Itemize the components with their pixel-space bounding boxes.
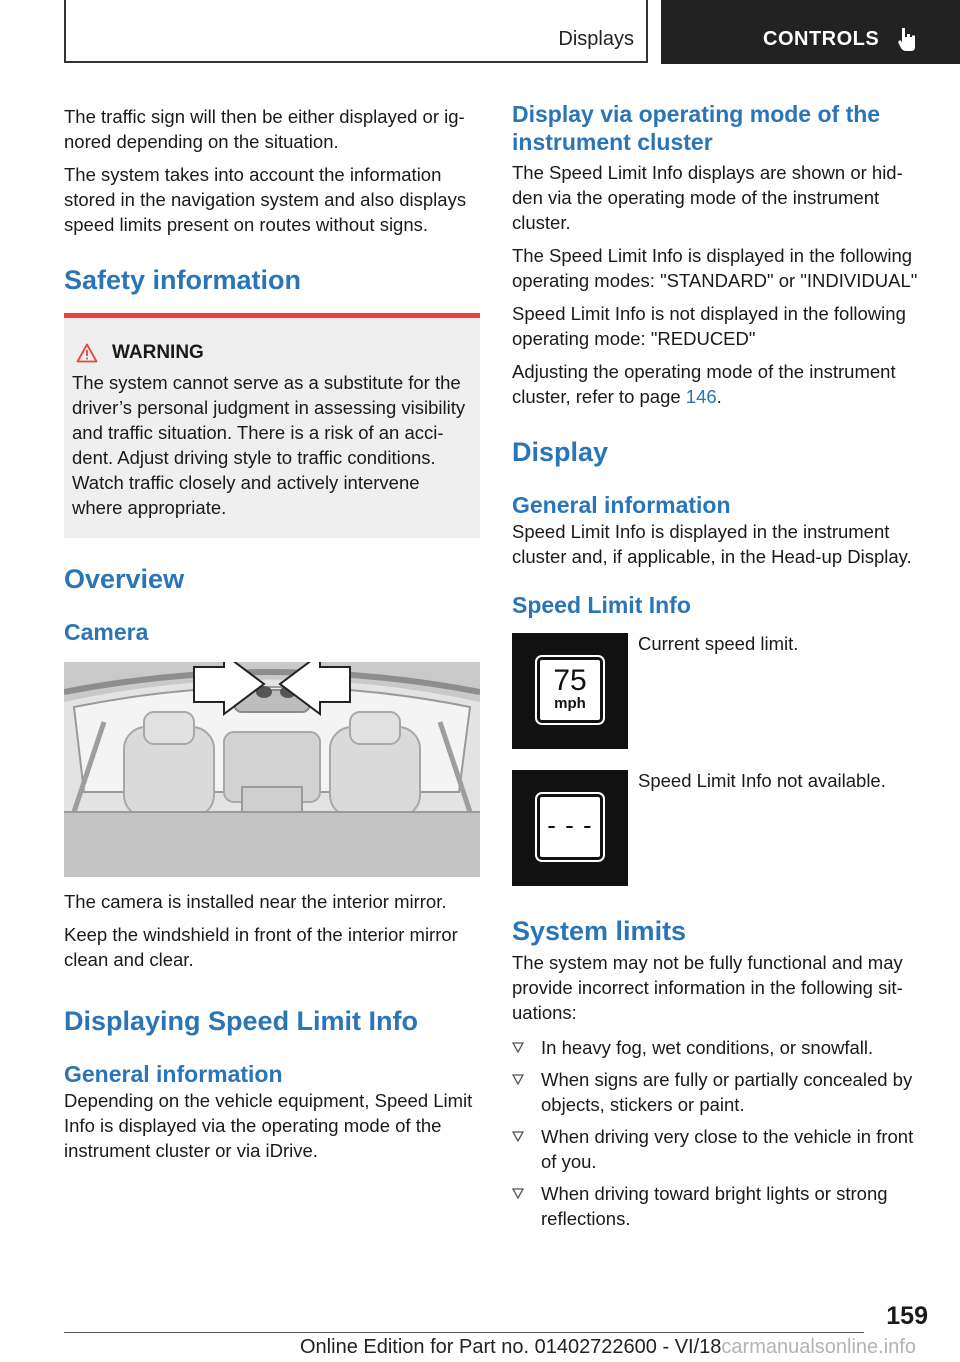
mode-paragraph: The Speed Limit Info is displayed in the following operating modes: "STANDARD" or "INDIVIDUAL" [512, 245, 918, 291]
speed-limit-unavailable-display [512, 770, 628, 886]
list-item-text: When driving very close to the vehicle in front of you. [541, 1126, 914, 1172]
footer [300, 1336, 916, 1359]
bullet-triangle-icon [512, 1131, 524, 1142]
sign-value: 75 [553, 664, 587, 697]
general-paragraph: Depending on the vehicle equipment, Speed Limit Info is displayed via the operating mode of the instrument cluster or via iDrive. [64, 1090, 473, 1161]
right-column [512, 100, 928, 1238]
page-reference [512, 359, 928, 409]
safety-heading: Safety information [64, 265, 302, 295]
display-heading: Display [512, 437, 609, 467]
watermark: carmanualsonline.info [721, 1336, 916, 1358]
speed-limit-current-text: Current speed limit. [638, 633, 799, 654]
bullet-triangle-icon [512, 1188, 524, 1199]
list-item [512, 1181, 928, 1231]
displaying-heading: Displaying Speed Limit Info [64, 1006, 419, 1036]
intro-paragraph: The system takes into account the information stored in the navigation system and also displays speed limits present on routes without signs. [64, 164, 467, 235]
header-chapter-tab [661, 0, 960, 64]
warning-title [72, 342, 472, 364]
camera-paragraph: The camera is installed near the interior mirror. [64, 891, 447, 912]
list-item [512, 1124, 928, 1174]
reference-text: Adjusting the operating mode of the instrument cluster, refer to page [512, 361, 896, 407]
reference-end: . [716, 386, 722, 407]
display-general-heading: General information [512, 492, 731, 518]
header-chapter-label: CONTROLS [763, 28, 880, 50]
list-item-text: When driving toward bright lights or strong reflections. [541, 1183, 888, 1229]
speed-limit-sign [537, 657, 603, 723]
page-number: 159 [886, 1302, 928, 1330]
speed-limit-unavailable-text: Speed Limit Info not available. [638, 770, 886, 791]
overview-heading: Overview [64, 564, 185, 594]
footer-edition: Online Edition for Part no. 01402722600 - VI/18 [300, 1336, 722, 1358]
general-heading: General information [64, 1061, 283, 1087]
camera-location-illustration [64, 662, 480, 877]
speed-limit-unavailable-row [512, 770, 928, 886]
list-item-text: When signs are fully or partially concealed by objects, stickers or paint. [541, 1069, 913, 1115]
limits-list [512, 1035, 928, 1231]
list-item [512, 1035, 928, 1060]
mode-paragraph: Speed Limit Info is not displayed in the following operating mode: "REDUCED" [512, 303, 906, 349]
header-section-tab [64, 0, 648, 63]
camera-paragraph: Keep the windshield in front of the interior mirror clean and clear. [64, 924, 458, 970]
list-item [512, 1067, 928, 1117]
bullet-triangle-icon [512, 1074, 524, 1085]
speed-limit-sign [537, 794, 603, 860]
warning-text: The system cannot serve as a substitute for the driver’s personal judgment in assessing visibility and traffic situation. There is a risk of an acci‐ dent. Adjust driving style to traffic conditions. Watch traffic closely and actively intervene where appropriate. [72, 372, 466, 518]
limits-intro: The system may not be fully functional and may provide incorrect information in the following sit‐ uations: [512, 952, 903, 1023]
list-item-text: In heavy fog, wet conditions, or snowfall. [541, 1037, 874, 1058]
speed-limit-info-heading: Speed Limit Info [512, 592, 691, 618]
intro-paragraph: The traffic sign will then be either displayed or ig‐ nored depending on the situation. [64, 106, 465, 152]
sign-dashes: - - - [547, 810, 593, 840]
operating-mode-heading: Display via operating mode of the instrument cluster [512, 101, 881, 155]
sign-unit: mph [554, 695, 586, 712]
camera-heading: Camera [64, 619, 149, 645]
warning-triangle-icon [76, 343, 98, 363]
speed-limit-current-row [512, 633, 928, 749]
car-interior-image [64, 662, 480, 877]
bullet-triangle-icon [512, 1042, 524, 1053]
left-column [64, 100, 480, 1171]
pointing-hand-icon [897, 26, 917, 52]
page-146-link[interactable]: 146 [685, 386, 717, 407]
display-general-paragraph: Speed Limit Info is displayed in the instrument cluster and, if applicable, in the Head-up Display. [512, 521, 912, 567]
system-limits-heading: System limits [512, 916, 687, 946]
warning-box [64, 313, 480, 538]
footer-divider [64, 1332, 864, 1333]
speed-limit-75-display [512, 633, 628, 749]
mode-paragraph: The Speed Limit Info displays are shown or hid‐ den via the operating mode of the instrument cluster. [512, 162, 903, 233]
header-section-label: Displays [558, 28, 634, 50]
warning-title-text: WARNING [112, 342, 204, 363]
